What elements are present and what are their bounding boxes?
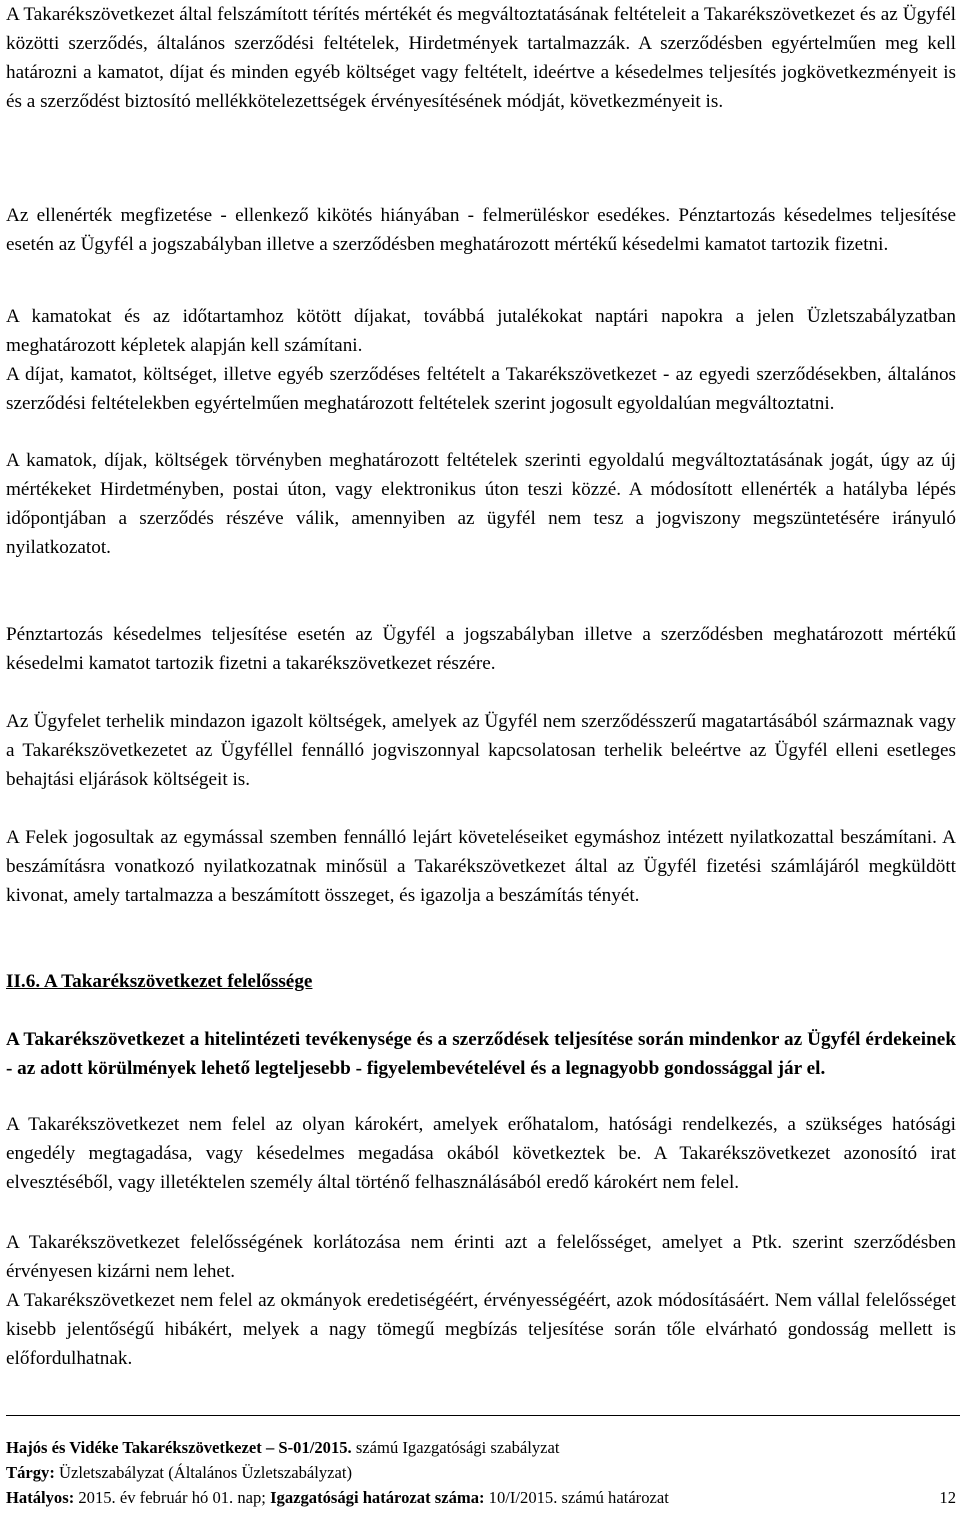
paragraph-liability-limitation: A Takarékszövetkezet felelősségének korlátozása nem érinti azt a felelősséget, amelyet a Ptk. szerint szerződésben érvényesen kizárni nem lehet. — [6, 1232, 956, 1282]
footer-line-regulation — [6, 1435, 956, 1460]
paragraph-unilateral-change: A díjat, kamatot, költséget, illetve egyéb szerződéses feltételt a Takarékszövetkezet - az egyedi szerződésekben, általános szerződési feltételekben egyértelműen meghatározott feltételek szerint jogosult egyoldalúan megváltoztatni. — [6, 364, 956, 414]
footer-resolution-number: 10/I/2015. számú határozat — [484, 1488, 669, 1507]
paragraph-late-payment: Pénztartozás késedelmes teljesítése esetén az Ügyfél a jogszabályban illetve a szerződésben meghatározott mértékű késedelmi kamatot tartozik fizetni a takarékszövetkezet részére. — [6, 624, 956, 674]
paragraph-set-off: A Felek jogosultak az egymással szemben fennálló lejárt követeléseiket egymáshoz intézett nyilatkozattal beszámítani. A beszámításra vonatkozó nyilatkozatnak minősül a Takarékszövetkezet által az Ügyfél fizetési számlájáról megküldött kivonat, amely tartalmazza a beszámított összeget, és igazolja a beszámítás tényét. — [6, 827, 956, 906]
footer-line-effective — [6, 1485, 956, 1510]
footer-effective-date: 2015. év február hó 01. nap; — [74, 1488, 271, 1507]
footer-resolution-label: Igazgatósági határozat száma: — [270, 1488, 485, 1507]
footer-regulation-type: számú Igazgatósági szabályzat — [351, 1438, 560, 1457]
paragraph-payment-due: Az ellenérték megfizetése - ellenkező kikötés hiányában - felmerüléskor esedékes. Pénztartozás késedelmes teljesítése esetén az Ügyfél a jogszabályban illetve a szerződésben meghatározott mértékű késedelmi kamatot tartozik fizetni. — [6, 205, 956, 255]
footer-line-subject — [6, 1460, 956, 1485]
paragraph-documents-liability: A Takarékszövetkezet nem felel az okmányok eredetiségéért, érvényességéért, azok módosításáért. Nem vállal felelősséget kisebb jelentőségű hibákért, melyek a nagy tömegű megbízás teljesítése során tőle elvárható gondosság mellett is előfordulhatnak. — [6, 1290, 956, 1369]
paragraph-publication: A kamatok, díjak, költségek törvényben meghatározott feltételek szerinti egyoldalú megváltoztatásának jogát, úgy az új mértékeket Hirdetményben, postai úton, vagy elektronikus úton teszi közzé. A módosított ellenérték a hatályba lépés időpontjában a szerződés részéve válik, amennyiben az ügyfél nem tesz a jogviszony megszüntetésére irányuló nyilatkozatot. — [6, 450, 956, 558]
footer-divider — [6, 1415, 960, 1416]
section-heading: II.6. A Takarékszövetkezet felelőssége — [6, 971, 313, 992]
page-number: 12 — [939, 1488, 956, 1507]
paragraph-fee-terms: A Takarékszövetkezet által felszámított térítés mértékét és megváltoztatásának feltételeit a Takarékszövetkezet és az Ügyfél közötti szerződés, általános szerződési feltételek, Hirdetmények tartalmazzák. A szerződésben egyértelműen meg kell határozni a kamatot, díjat és minden egyéb költséget vagy feltételt, ideértve a késedelmes teljesítés jogkövetkezményeit is és a szerződést biztosító mellékkötelezettségek érvényesítésének módját, következményeit is. — [6, 4, 956, 112]
footer-subject-label: Tárgy: — [6, 1463, 55, 1482]
paragraph-care-statement: A Takarékszövetkezet a hitelintézeti tevékenysége és a szerződések teljesítése során mindenkor az Ügyfél érdekeinek - az adott körülmények lehető legteljesebb - figyelembevételével és a legnagyobb gondossággal jár el. — [6, 1029, 956, 1079]
paragraph-no-liability-damages: A Takarékszövetkezet nem felel az olyan károkért, amelyek erőhatalom, hatósági rendelkezés, a szükséges hatósági engedély megtagadása, vagy késedelmes megadása okából következtek be. A Takarékszövetkezet azonosító irat elvesztéséből, vagy illetéktelen személy által történő felhasználásából eredő károkért nem felel. — [6, 1114, 956, 1193]
footer-subject-value: Üzletszabályzat (Általános Üzletszabályzat) — [54, 1463, 353, 1482]
footer-effective-label: Hatályos: — [6, 1488, 75, 1507]
paragraph-interest-calculation: A kamatokat és az időtartamhoz kötött díjakat, továbbá jutalékokat naptári napokra a jelen Üzletszabályzatban meghatározott képletek alapján kell számítani. — [6, 306, 956, 356]
paragraph-costs: Az Ügyfelet terhelik mindazon igazolt költségek, amelyek az Ügyfél nem szerződésszerű magatartásából származnak vagy a Takarékszövetkezetet az Ügyféllel fennálló jogviszonnyal kapcsolatosan terhelik beleértve az Ügyfél elleni esetleges behajtási eljárások költségeit is. — [6, 711, 956, 790]
footer-org-name: Hajós és Vidéke Takarékszövetkezet – S-01/2015. — [6, 1438, 352, 1457]
